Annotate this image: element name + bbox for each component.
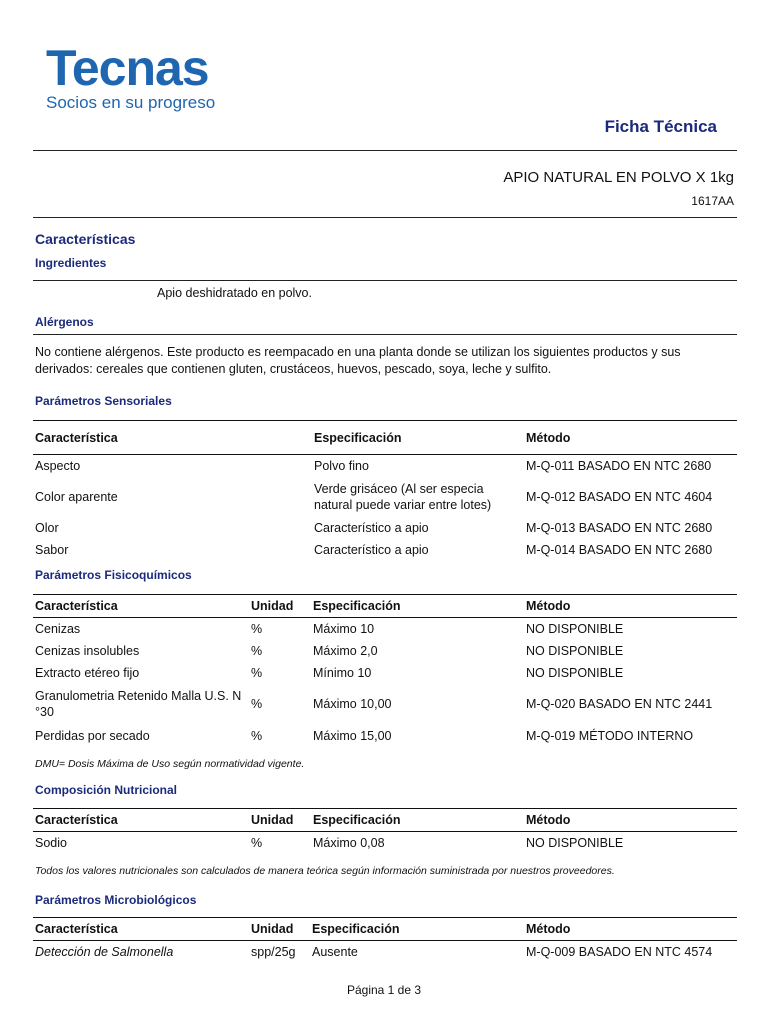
table-row	[33, 455, 737, 477]
divider	[33, 150, 737, 151]
column-header: Especificación	[311, 809, 524, 832]
allergens-text-line-2: derivados: cereales que contienen gluten, crustáceos, huevos, pescado, soya, leche y sulfito.	[35, 362, 552, 376]
table-cell: NO DISPONIBLE	[526, 643, 624, 658]
ingredients-text: Apio deshidratado en polvo.	[157, 286, 312, 300]
table-cell: Característico a apio	[314, 542, 429, 557]
company-logo: Tecnas	[46, 40, 209, 96]
table-cell: Ausente	[312, 944, 358, 959]
column-header: Especificación	[310, 918, 524, 941]
table-cell: Verde grisáceo (Al ser especia natural puede variar entre lotes)	[314, 481, 492, 512]
table-cell: NO DISPONIBLE	[526, 621, 624, 636]
table-cell: M-Q-012 BASADO EN NTC 4604	[526, 489, 713, 504]
table-cell: Máximo 10	[313, 621, 375, 636]
table-cell: %	[251, 696, 263, 711]
table-cell: Sabor	[35, 542, 69, 557]
table-cell: %	[251, 728, 263, 743]
table-cell: %	[251, 621, 263, 636]
table-cell: Granulometria Retenido Malla U.S. N °30	[35, 688, 242, 719]
column-header: Característica	[33, 809, 249, 832]
table-cell: Mínimo 10	[313, 665, 372, 680]
table-cell: Polvo fino	[314, 458, 369, 473]
column-header: Especificación	[312, 421, 524, 455]
table-cell: M-Q-011 BASADO EN NTC 2680	[526, 458, 712, 473]
ingredients-title: Ingredientes	[35, 256, 107, 270]
table-row	[33, 640, 737, 662]
column-header: Unidad	[249, 809, 311, 832]
column-header: Método	[524, 595, 737, 618]
column-header: Característica	[33, 595, 249, 618]
table-row	[33, 477, 737, 517]
micro-title: Parámetros Microbiológicos	[35, 893, 197, 907]
table-cell: NO DISPONIBLE	[526, 665, 624, 680]
physchem-title: Parámetros Fisicoquímicos	[35, 568, 192, 582]
table-cell: M-Q-014 BASADO EN NTC 2680	[526, 542, 713, 557]
table-row	[33, 539, 737, 561]
column-header: Método	[524, 809, 737, 832]
table-row	[33, 724, 737, 748]
micro-table	[33, 917, 737, 963]
table-cell: Máximo 2,0	[313, 643, 378, 658]
page-number: Página 1 de 3	[346, 983, 422, 997]
table-cell: %	[251, 665, 263, 680]
table-cell: Detección de Salmonella	[35, 944, 174, 959]
table-cell: M-Q-020 BASADO EN NTC 2441	[526, 696, 713, 711]
allergens-text-line-1: No contiene alérgenos. Este producto es reempacado en una planta donde se utilizan los siguientes productos y sus	[35, 345, 681, 359]
table-cell: Máximo 15,00	[313, 728, 392, 743]
table-cell: Sodio	[35, 835, 67, 850]
table-cell: %	[251, 643, 263, 658]
table-cell: Extracto etéreo fijo	[35, 665, 140, 680]
table-cell: Color aparente	[35, 489, 118, 504]
column-header: Método	[524, 918, 737, 941]
company-tagline: Socios en su progreso	[46, 93, 216, 112]
table-cell: Máximo 10,00	[313, 696, 392, 711]
column-header: Especificación	[311, 595, 524, 618]
table-row	[33, 684, 737, 724]
divider	[33, 280, 737, 281]
table-row	[33, 941, 737, 963]
table-cell: Cenizas insolubles	[35, 643, 140, 658]
table-row	[33, 618, 737, 640]
column-header: Método	[524, 421, 737, 455]
characteristics-title: Características	[35, 231, 136, 247]
table-cell: Aspecto	[35, 458, 81, 473]
divider	[33, 334, 737, 335]
table-cell: Máximo 0,08	[313, 835, 385, 850]
table-cell: M-Q-019 MÉTODO INTERNO	[526, 728, 694, 743]
nutritional-table	[33, 808, 737, 854]
physchem-table	[33, 594, 737, 748]
table-cell: Cenizas	[35, 621, 81, 636]
sensory-title: Parámetros Sensoriales	[35, 394, 172, 408]
allergens-title: Alérgenos	[35, 315, 94, 329]
product-code: 1617AA	[691, 194, 734, 208]
table-row	[33, 832, 737, 854]
column-header: Unidad	[249, 595, 311, 618]
table-cell: spp/25g	[251, 944, 296, 959]
table-cell: %	[251, 835, 263, 850]
table-cell: NO DISPONIBLE	[526, 835, 624, 850]
table-cell: Perdidas por secado	[35, 728, 150, 743]
sensory-table	[33, 420, 737, 561]
dmu-note: DMU= Dosis Máxima de Uso según normatividad vigente.	[35, 758, 305, 770]
table-cell: M-Q-009 BASADO EN NTC 4574	[526, 944, 713, 959]
product-name: APIO NATURAL EN POLVO X 1kg	[503, 169, 734, 186]
nutritional-title: Composición Nutricional	[35, 783, 178, 797]
document-title: Ficha Técnica	[604, 117, 717, 136]
table-cell: Característico a apio	[314, 520, 429, 535]
table-cell: M-Q-013 BASADO EN NTC 2680	[526, 520, 713, 535]
divider	[33, 217, 737, 218]
table-cell: Olor	[35, 520, 59, 535]
column-header: Unidad	[249, 918, 310, 941]
nutritional-note: Todos los valores nutricionales son calculados de manera teórica según información suministrada por nuestros proveedores.	[35, 865, 615, 877]
table-row	[33, 517, 737, 539]
column-header: Característica	[33, 421, 312, 455]
column-header: Característica	[33, 918, 249, 941]
table-row	[33, 662, 737, 684]
